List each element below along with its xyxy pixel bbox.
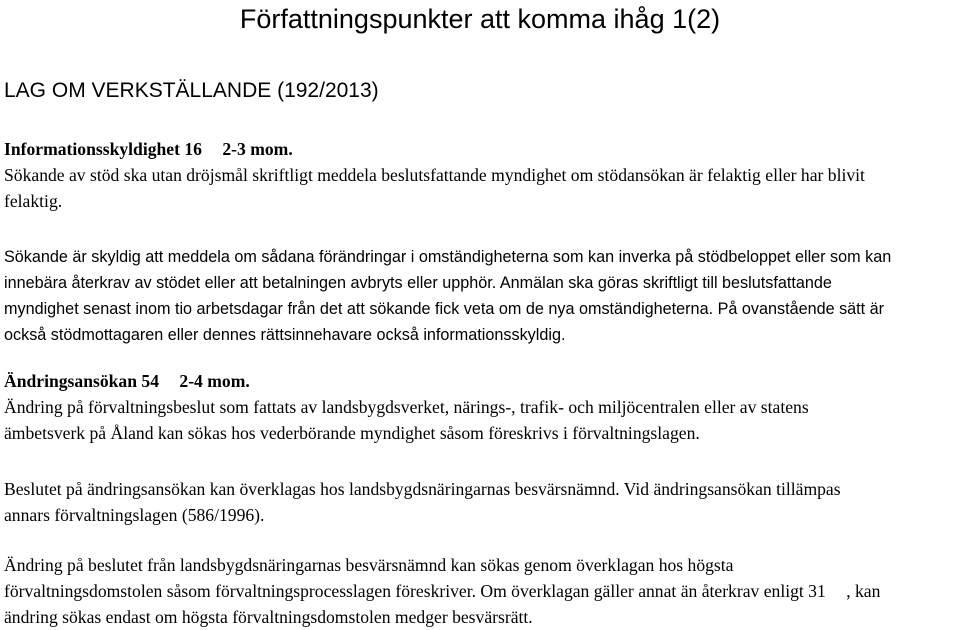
heading-moment: 2-4 mom. xyxy=(179,371,250,391)
paragraph-line: felaktig. xyxy=(4,191,63,211)
section-hogsta-forvaltningsdomstolen xyxy=(4,552,960,630)
paragraph-line: Sökande av stöd ska utan dröjsmål skriftligt meddela beslutsfattande myndighet om stödansökan är felaktig eller har blivit xyxy=(4,165,865,185)
paragraph-line: Sökande är skyldig att meddela om sådana förändringar i omständigheterna som kan inverka på stödbeloppet eller som kan xyxy=(4,248,892,266)
paragraph-text: förvaltningsdomstolen såsom förvaltningsprocesslagen föreskriver. Om överklagan gäller annat än återkrav enligt 31 xyxy=(4,581,826,601)
paragraph-line: också stödmottagaren eller dennes rättsinnehavare också informationsskyldig. xyxy=(4,326,566,344)
section-heading xyxy=(4,136,960,162)
paragraph-line xyxy=(4,270,960,296)
paragraph-line xyxy=(4,296,960,322)
section-overklagande xyxy=(4,476,960,528)
section-heading xyxy=(4,368,960,394)
heading-text: Ändringsansökan 54 xyxy=(4,371,159,391)
paragraph-line xyxy=(4,578,960,604)
heading-moment: 2-3 mom. xyxy=(222,139,293,159)
section-andringsansokan xyxy=(4,368,960,446)
document-title: Författningspunkter att komma ihåg 1(2) xyxy=(239,4,721,34)
paragraph-line: ämbetsverk på Åland kan sökas hos vederbörande myndighet såsom föreskrivs i förvaltningslagen. xyxy=(4,423,700,443)
law-heading: LAG OM VERKSTÄLLANDE (192/2013) xyxy=(4,79,379,102)
paragraph-text: , kan xyxy=(846,581,881,601)
paragraph-line: Ändring på förvaltningsbeslut som fattats av landsbygdsverket, närings-, trafik- och miljöcentralen eller av statens xyxy=(4,397,809,417)
paragraph-line: Ändring på beslutet från landsbygdsnäringarnas besvärsnämnd kan sökas genom överklagan hos högsta xyxy=(4,555,734,575)
section-forandringar xyxy=(4,244,960,348)
section-informationsskyldighet xyxy=(4,136,960,214)
paragraph-line: Beslutet på ändringsansökan kan överklagas hos landsbygdsnäringarnas besvärsnämnd. Vid ändringsansökan tillämpas xyxy=(4,479,841,499)
paragraph-line: annars förvaltningslagen (586/1996). xyxy=(4,505,265,525)
paragraph-line: ändring sökas endast om högsta förvaltningsdomstolen medger besvärsrätt. xyxy=(4,607,533,627)
heading-text: Informationsskyldighet 16 xyxy=(4,139,202,159)
paragraph-text: innebära återkrav av stödet eller att betalningen avbryts eller upphör. xyxy=(4,274,497,292)
paragraph-text: Anmälan ska göras skriftligt till beslutsfattande xyxy=(499,274,832,292)
paragraph-text: På ovanstående sätt är xyxy=(717,300,885,318)
paragraph-text: myndighet senast inom tio arbetsdagar från det att sökande fick veta om de nya omständigheterna. xyxy=(4,300,714,318)
